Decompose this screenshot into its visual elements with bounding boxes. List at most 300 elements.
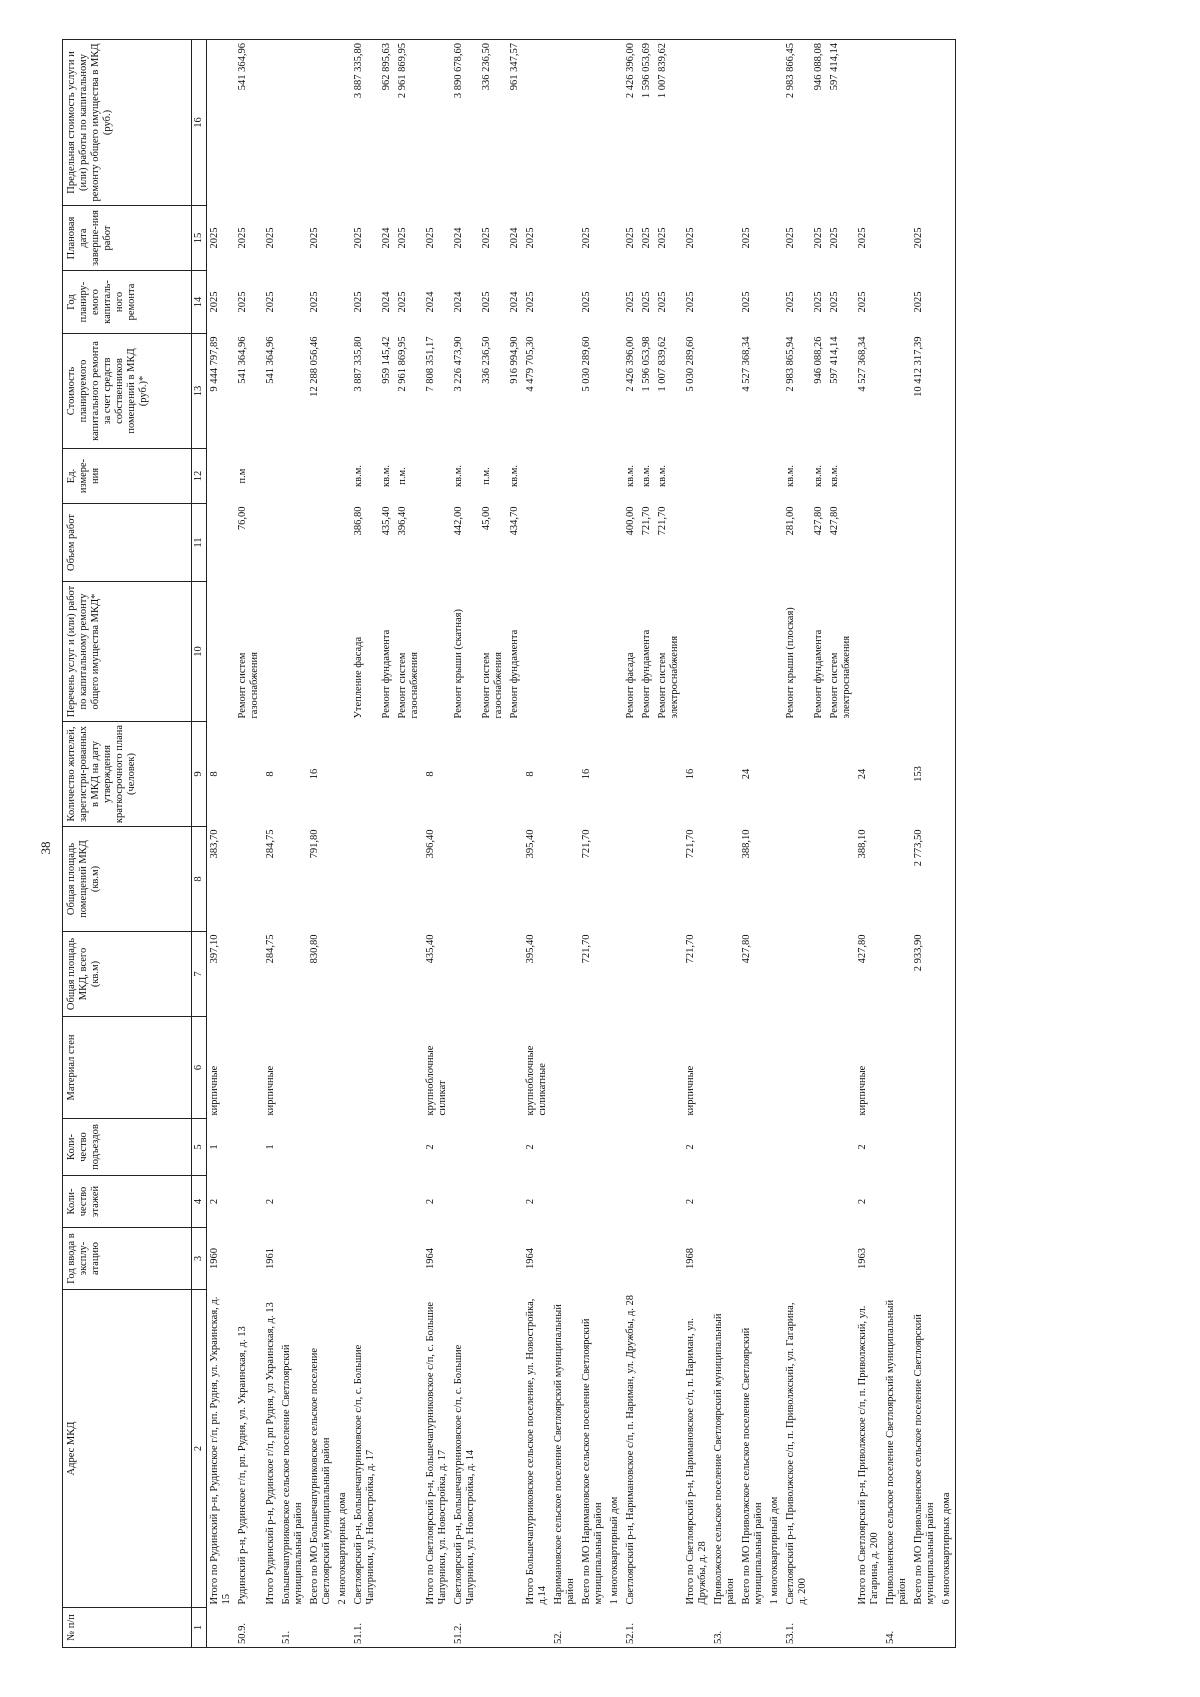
- table-cell: 2025: [425, 227, 436, 249]
- table-cell: 2 426 396,00: [625, 336, 636, 392]
- column-number: 13: [192, 334, 207, 449]
- table-cell: [307, 582, 335, 722]
- table-cell: [711, 449, 739, 504]
- table-cell: [207, 40, 236, 206]
- table-cell: 388,10: [741, 829, 752, 859]
- table-cell: [883, 206, 911, 271]
- table-cell: [279, 1017, 307, 1119]
- table-cell: [811, 1119, 827, 1176]
- table-cell: 2025: [785, 227, 796, 249]
- table-cell: [351, 722, 379, 827]
- table-cell: [395, 932, 423, 1017]
- table-cell: 1963: [857, 1248, 868, 1269]
- table-cell: [207, 504, 236, 582]
- column-number: 15: [192, 206, 207, 271]
- table-cell: [939, 40, 956, 206]
- table-cell: [811, 1290, 827, 1608]
- table-cell: [379, 722, 395, 827]
- table-cell: [579, 582, 607, 722]
- table-cell: [767, 1119, 783, 1176]
- table-cell: [767, 206, 783, 271]
- table-cell: Приволжское сельское поселение Светлоярский муниципальный район: [713, 1313, 736, 1605]
- table-cell: 2025: [237, 227, 248, 249]
- table-cell: 2025: [641, 227, 652, 249]
- table-cell: [811, 1017, 827, 1119]
- table-row: [507, 40, 523, 1648]
- table-cell: 2 983 865,94: [785, 336, 796, 392]
- table-cell: [623, 1176, 639, 1228]
- table-cell: [883, 1228, 911, 1290]
- table-cell: Привольненское сельское поселение Светлоярский муниципальный район: [885, 1299, 908, 1605]
- table-cell: [479, 1176, 507, 1228]
- table-cell: [607, 827, 623, 932]
- table-cell: кирпичные: [685, 1065, 696, 1116]
- table-cell: [423, 449, 451, 504]
- table-cell: 336 236,50: [479, 40, 507, 206]
- table-cell: [639, 1017, 655, 1119]
- table-cell: Итого Рудинский р-н, Рудинское г/п, рп Рудня, ул Украинская, д. 13: [265, 1302, 276, 1605]
- table-cell: 435,40: [381, 506, 392, 536]
- table-cell: Ремонт фундамента: [381, 629, 392, 719]
- column-number-row: [192, 40, 207, 1648]
- table-cell: [739, 1119, 767, 1176]
- table-row: [939, 40, 956, 1648]
- table-cell: [623, 1017, 639, 1119]
- table-cell: [883, 449, 911, 504]
- table-cell: 2025: [857, 227, 868, 249]
- table-cell: [279, 722, 307, 827]
- table-cell: [639, 827, 655, 932]
- table-cell: кв.м.: [641, 465, 652, 487]
- table-cell: 427,80: [813, 506, 824, 536]
- table-cell: [335, 1176, 351, 1228]
- table-row: [711, 40, 739, 1648]
- table-cell: [507, 932, 523, 1017]
- table-cell: 52.: [551, 1608, 579, 1648]
- table-cell: [379, 1176, 395, 1228]
- table-cell: 2025: [397, 227, 408, 249]
- table-cell: [279, 449, 307, 504]
- table-cell: 791,80: [309, 829, 320, 859]
- table-cell: 1 007 839,62: [655, 40, 683, 206]
- document-page: [30, 13, 1170, 1683]
- table-cell: 397,10: [209, 934, 220, 964]
- table-cell: [307, 449, 335, 504]
- table-cell: 2025: [813, 291, 824, 313]
- column-header: Перечень услуг и (или) работ по капитальному ремонту общего имущества МКД*: [63, 582, 192, 722]
- table-cell: 2024: [381, 227, 392, 249]
- table-cell: Итого по Светлоярский р-н, Большечапурниковское с/п, с. Большие Чапурники, ул. Новостройка, д. 17: [425, 1301, 448, 1605]
- table-cell: [739, 1228, 767, 1290]
- table-cell: 2025: [625, 227, 636, 249]
- table-cell: 396,40: [425, 829, 436, 859]
- table-cell: [623, 827, 639, 932]
- table-cell: 541 364,96: [235, 40, 263, 206]
- table-row: [235, 40, 263, 1648]
- table-cell: [683, 1608, 711, 1648]
- table-cell: [607, 271, 623, 334]
- table-cell: [479, 1608, 507, 1648]
- table-cell: [607, 1017, 623, 1119]
- table-cell: 1: [265, 1144, 276, 1150]
- table-cell: [551, 1017, 579, 1119]
- table-cell: [523, 582, 551, 722]
- table-cell: [639, 722, 655, 827]
- table-cell: 2025: [829, 291, 840, 313]
- table-row: [263, 40, 279, 1648]
- table-cell: [395, 722, 423, 827]
- table-cell: 281,00: [785, 506, 796, 536]
- table-cell: [607, 206, 623, 271]
- table-cell: [551, 449, 579, 504]
- table-cell: 2025: [641, 291, 652, 313]
- table-cell: [579, 40, 607, 206]
- table-cell: [307, 40, 335, 206]
- table-row: [479, 40, 507, 1648]
- table-cell: [655, 1017, 683, 1119]
- table-cell: [655, 1176, 683, 1228]
- table-cell: 383,70: [209, 829, 220, 859]
- table-row: [351, 40, 379, 1648]
- table-cell: [279, 1228, 307, 1290]
- table-cell: [279, 40, 307, 206]
- table-cell: 2: [425, 1144, 436, 1150]
- table-cell: 721,70: [685, 934, 696, 964]
- table-cell: [335, 827, 351, 932]
- table-cell: [379, 1608, 395, 1648]
- table-row: [811, 40, 827, 1648]
- table-cell: [423, 40, 451, 206]
- table-cell: Ремонт фундамента: [509, 629, 520, 719]
- table-cell: [739, 582, 767, 722]
- table-cell: [379, 1119, 395, 1176]
- table-cell: [855, 1608, 883, 1648]
- table-cell: [351, 827, 379, 932]
- table-cell: 962 895,63: [379, 40, 395, 206]
- table-cell: Ремонт крыши (плоская): [785, 607, 796, 719]
- table-cell: [579, 1176, 607, 1228]
- table-cell: [623, 722, 639, 827]
- table-cell: Всего по МО Наримановское сельское поселение Светлоярский муниципальный район: [581, 1318, 604, 1605]
- table-cell: [551, 1119, 579, 1176]
- table-cell: [335, 1119, 351, 1176]
- table-cell: [711, 40, 739, 206]
- table-cell: [307, 1608, 335, 1648]
- column-number: 16: [192, 40, 207, 206]
- table-cell: [579, 1119, 607, 1176]
- column-header: Ед. измере-ния: [63, 449, 192, 504]
- table-cell: [883, 1017, 911, 1119]
- table-cell: [639, 1176, 655, 1228]
- table-cell: [827, 827, 855, 932]
- table-cell: 52.1.: [623, 1608, 639, 1648]
- table-cell: [579, 449, 607, 504]
- table-cell: [827, 1017, 855, 1119]
- table-cell: 284,75: [265, 829, 276, 859]
- table-cell: 2025: [829, 227, 840, 249]
- table-cell: [551, 582, 579, 722]
- table-cell: [783, 1017, 811, 1119]
- table-cell: [335, 334, 351, 449]
- table-cell: [711, 1119, 739, 1176]
- table-cell: [855, 40, 883, 206]
- table-cell: [827, 1228, 855, 1290]
- table-cell: [335, 504, 351, 582]
- table-cell: 8: [525, 771, 536, 777]
- table-cell: Рудинский р-н, Рудинское г/п, рп. Рудня, ул. Украинская, д. 13: [237, 1326, 248, 1605]
- table-cell: [523, 449, 551, 504]
- table-cell: 442,00: [453, 506, 464, 536]
- table-cell: [579, 504, 607, 582]
- table-cell: 2025: [265, 227, 276, 249]
- table-cell: [883, 827, 911, 932]
- table-cell: 2: [265, 1198, 276, 1205]
- table-cell: Всего по МО Большечапурниковское сельское поселение Светлоярский муниципальный район: [309, 1347, 332, 1605]
- table-cell: [395, 1119, 423, 1176]
- table-row: [827, 40, 855, 1648]
- table-cell: 2025: [913, 227, 924, 249]
- table-cell: [711, 1228, 739, 1290]
- table-cell: [263, 40, 279, 206]
- table-cell: 395,40: [525, 934, 536, 964]
- table-cell: 2025: [741, 227, 752, 249]
- table-cell: 2 961 869,95: [397, 336, 408, 392]
- table-cell: [883, 582, 911, 722]
- table-cell: крупноблочные силикат: [425, 1045, 448, 1116]
- table-cell: 4 527 368,34: [741, 336, 752, 392]
- table-cell: [739, 1017, 767, 1119]
- table-cell: [607, 449, 623, 504]
- table-cell: [451, 1017, 479, 1119]
- table-cell: 2025: [657, 227, 668, 249]
- table-cell: 12 288 056,46: [309, 336, 320, 397]
- table-cell: [507, 827, 523, 932]
- table-cell: [711, 334, 739, 449]
- table-cell: [607, 504, 623, 582]
- column-number: 10: [192, 582, 207, 722]
- table-cell: [783, 1228, 811, 1290]
- table-cell: [479, 1290, 507, 1608]
- table-cell: 2024: [509, 291, 520, 313]
- table-row: [683, 40, 711, 1648]
- table-row: [739, 40, 767, 1648]
- table-cell: [911, 1228, 939, 1290]
- table-cell: [479, 827, 507, 932]
- table-cell: [451, 722, 479, 827]
- table-cell: [683, 40, 711, 206]
- table-row: [639, 40, 655, 1648]
- table-cell: 400,00: [625, 506, 636, 536]
- table-cell: 2025: [309, 227, 320, 249]
- table-cell: [395, 1228, 423, 1290]
- table-cell: [855, 449, 883, 504]
- table-cell: Итого по Светлоярский р-н, Приволжское с/п, п. Приволжский, ул. Гагарина, д. 200: [857, 1305, 880, 1605]
- table-cell: [939, 932, 956, 1017]
- table-cell: 2025: [397, 291, 408, 313]
- table-cell: [235, 932, 263, 1017]
- table-row: [307, 40, 335, 1648]
- table-cell: [379, 1290, 395, 1608]
- table-cell: 2025: [581, 291, 592, 313]
- table-cell: 2025: [685, 227, 696, 249]
- table-cell: 1 многоквартирный дом: [769, 1496, 780, 1605]
- table-cell: [235, 827, 263, 932]
- table-cell: [639, 1228, 655, 1290]
- table-cell: 388,10: [857, 829, 868, 859]
- table-cell: 16: [581, 768, 592, 780]
- table-cell: 3 887 335,80: [351, 40, 379, 206]
- table-cell: [811, 722, 827, 827]
- table-cell: кв.м.: [785, 465, 796, 487]
- table-row: [579, 40, 607, 1648]
- table-cell: [279, 582, 307, 722]
- table-cell: 2: [525, 1198, 536, 1205]
- page-number: 38: [38, 841, 53, 855]
- table-cell: [351, 1119, 379, 1176]
- column-number: 4: [192, 1176, 207, 1228]
- table-cell: Светлоярский р-н, Большечапурниковское с/п, с. Большие Чапурники, ул. Новостройка, д. 14: [453, 1344, 476, 1605]
- table-cell: [395, 1608, 423, 1648]
- table-cell: [207, 1608, 236, 1648]
- table-cell: 3 890 678,60: [451, 40, 479, 206]
- table-cell: [395, 1176, 423, 1228]
- column-number: 11: [192, 504, 207, 582]
- table-cell: Итого по Светлоярский р-н, Наримановское с/п, п. Нариман, ул. Дружбы, д. 28: [685, 1318, 708, 1605]
- table-cell: [335, 1017, 351, 1119]
- table-cell: [739, 449, 767, 504]
- table-cell: [767, 40, 783, 206]
- table-row: [911, 40, 939, 1648]
- table-cell: [883, 334, 911, 449]
- table-cell: кв.м.: [509, 465, 520, 487]
- table-cell: [939, 1608, 956, 1648]
- column-header: № п/п: [63, 1608, 192, 1648]
- table-cell: [939, 722, 956, 827]
- table-cell: 2025: [209, 291, 220, 313]
- table-cell: 2025: [741, 291, 752, 313]
- table-cell: 946 088,08: [811, 40, 827, 206]
- table-cell: 1: [209, 1144, 220, 1150]
- table-cell: [263, 1608, 279, 1648]
- table-cell: 395,40: [525, 829, 536, 859]
- table-cell: [739, 1176, 767, 1228]
- table-cell: 4 527 368,34: [857, 336, 868, 392]
- table-cell: 386,80: [353, 506, 364, 536]
- table-cell: [655, 827, 683, 932]
- table-cell: [351, 1228, 379, 1290]
- table-cell: 597 414,14: [827, 40, 855, 206]
- table-cell: [307, 1176, 335, 1228]
- table-cell: [811, 1608, 827, 1648]
- table-cell: [811, 932, 827, 1017]
- table-cell: кв.м.: [657, 465, 668, 487]
- table-cell: 2025: [209, 227, 220, 249]
- table-cell: [939, 1176, 956, 1228]
- table-cell: 16: [309, 768, 320, 780]
- table-cell: [335, 582, 351, 722]
- table-cell: Ремонт фасада: [625, 652, 636, 719]
- table-cell: п.м.: [397, 467, 408, 485]
- table-cell: [711, 722, 739, 827]
- table-cell: [235, 1228, 263, 1290]
- table-cell: [911, 582, 939, 722]
- table-cell: [507, 722, 523, 827]
- table-cell: [307, 504, 335, 582]
- table-cell: 8: [425, 771, 436, 777]
- column-number: 8: [192, 827, 207, 932]
- table-cell: [395, 1017, 423, 1119]
- table-cell: 10 412 317,39: [913, 336, 924, 397]
- table-cell: [827, 1176, 855, 1228]
- table-cell: 2025: [813, 227, 824, 249]
- table-cell: [307, 1017, 335, 1119]
- table-cell: [767, 504, 783, 582]
- table-cell: [939, 271, 956, 334]
- table-cell: [827, 722, 855, 827]
- table-cell: [883, 722, 911, 827]
- table-cell: кв.м.: [829, 465, 840, 487]
- table-cell: [335, 449, 351, 504]
- table-cell: 435,40: [425, 934, 436, 964]
- table-cell: 54.: [883, 1608, 911, 1648]
- table-cell: 2025: [685, 291, 696, 313]
- table-cell: Ремонт крыши (скатная): [453, 608, 464, 719]
- table-cell: [711, 271, 739, 334]
- table-cell: [911, 1608, 939, 1648]
- table-cell: [507, 1119, 523, 1176]
- table-cell: [939, 827, 956, 932]
- table-cell: 8: [209, 771, 220, 777]
- table-cell: [279, 504, 307, 582]
- table-body: [207, 40, 956, 1648]
- table-cell: [479, 722, 507, 827]
- table-cell: [335, 1228, 351, 1290]
- column-header: Общая площадь помещений МКД (кв.м): [63, 827, 192, 932]
- table-cell: 959 145,42: [381, 336, 392, 384]
- table-cell: кв.м.: [381, 465, 392, 487]
- table-cell: 2025: [657, 291, 668, 313]
- table-cell: [767, 1228, 783, 1290]
- table-cell: [235, 1017, 263, 1119]
- table-cell: 597 414,14: [829, 336, 840, 384]
- table-row: [767, 40, 783, 1648]
- column-number: 3: [192, 1228, 207, 1290]
- table-cell: 53.1.: [783, 1608, 811, 1648]
- table-cell: [335, 271, 351, 334]
- column-number: 9: [192, 722, 207, 827]
- table-cell: [479, 932, 507, 1017]
- table-cell: [395, 1290, 423, 1608]
- table-cell: 961 347,57: [507, 40, 523, 206]
- table-cell: [307, 1228, 335, 1290]
- table-cell: [607, 40, 623, 206]
- column-number: 6: [192, 1017, 207, 1119]
- table-cell: 2 426 396,00: [623, 40, 639, 206]
- table-cell: 3 226 473,90: [453, 336, 464, 392]
- column-header: Стоимость планируемого капитального ремонта за счет средств собственников помещений в МКД (руб.)*: [63, 334, 192, 449]
- table-cell: 6 многоквартирных дома: [939, 1290, 956, 1608]
- table-cell: [551, 334, 579, 449]
- table-cell: [507, 1290, 523, 1608]
- column-header: Адрес МКД: [63, 1290, 192, 1608]
- table-cell: 427,80: [829, 506, 840, 536]
- table-cell: [711, 504, 739, 582]
- table-cell: [739, 1608, 767, 1648]
- table-cell: [279, 334, 307, 449]
- table-cell: [639, 1290, 655, 1608]
- table-cell: 2025: [625, 291, 636, 313]
- table-cell: [351, 1176, 379, 1228]
